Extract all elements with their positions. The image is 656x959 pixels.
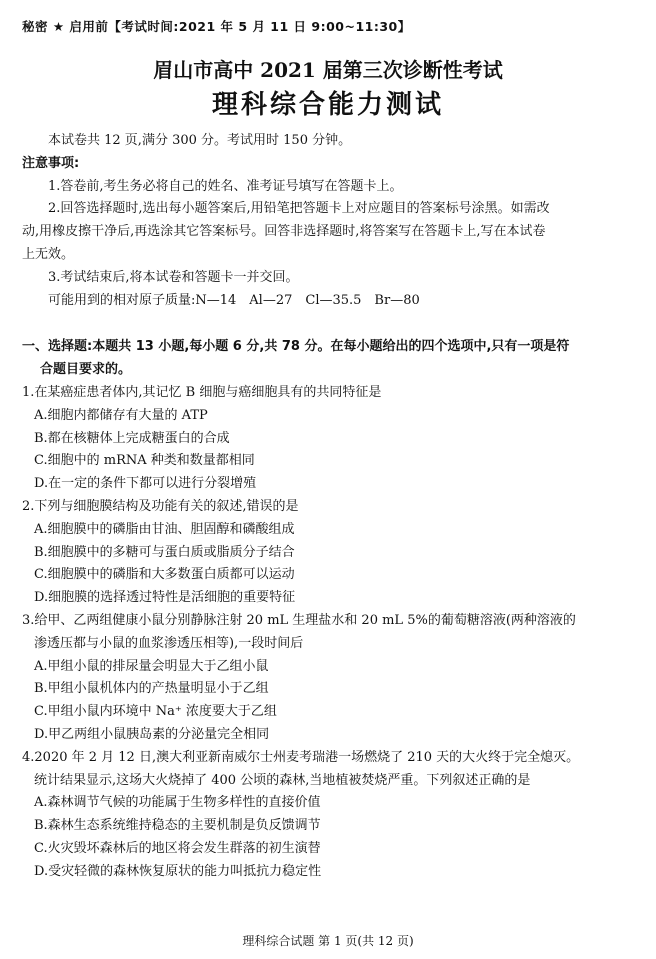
question-1-option-d: D.在一定的条件下都可以进行分裂增殖: [34, 476, 257, 492]
question-4-option-d: D.受灾轻微的森林恢复原状的能力叫抵抗力稳定性: [34, 863, 322, 879]
section-heading: [22, 336, 634, 382]
section-heading-line-2: 合题目要求的。: [40, 362, 132, 378]
question-3-option-d: D.甲乙两组小鼠胰岛素的分泌量完全相同: [34, 726, 270, 742]
question-1-stem: 1.在某癌症患者体内,其记忆 B 细胞与癌细胞具有的共同特征是: [22, 384, 382, 400]
confidential-header: 秘密 ★ 启用前【考试时间:2021 年 5 月 11 日 9:00~11:30】: [22, 19, 411, 34]
question-2-stem: 2.下列与细胞膜结构及功能有关的叙述,错误的是: [22, 498, 299, 514]
question-2-option-a: A.细胞膜中的磷脂由甘油、胆固醇和磷酸组成: [34, 521, 295, 537]
question-3-stem-line-2: 渗透压都与小鼠的血浆渗透压相等),一段时间后: [34, 635, 304, 651]
question-4-option-a: A.森林调节气候的功能属于生物多样性的直接价值: [34, 795, 321, 811]
question-1-option-a: A.细胞内都储存有大量的 ATP: [34, 407, 208, 423]
question-3-option-b: B.甲组小鼠机体内的产热量明显小于乙组: [34, 681, 269, 697]
question-2: [22, 496, 634, 610]
section-heading-line-1: 一、选择题:本题共 13 小题,每小题 6 分,共 78 分。在每小题给出的四个选项中,只有一项是符: [22, 339, 570, 355]
question-4: [22, 747, 634, 884]
question-3-option-a: A.甲组小鼠的排尿量会明显大于乙组小鼠: [34, 658, 269, 674]
question-2-option-b: B.细胞膜中的多糖可与蛋白质或脂质分子结合: [34, 544, 295, 560]
note-item-2-line-2: 动,用橡皮擦干净后,再选涂其它答案标号。回答非选择题时,将答案写在答题卡上,写在本试卷: [22, 224, 546, 240]
note-item-2-line-1: 2.回答选择题时,选出每小题答案后,用铅笔把答题卡上对应题目的答案标号涂黑。如需改: [48, 201, 550, 217]
atomic-mass-line: 可能用到的相对原子质量:N—14 Al—27 Cl—35.5 Br—80: [48, 292, 420, 308]
question-4-option-b: B.森林生态系统维持稳态的主要机制是负反馈调节: [34, 818, 321, 834]
note-item-2-line-3: 上无效。: [22, 246, 75, 262]
notes-title: 注意事项:: [22, 155, 80, 171]
question-3: [22, 610, 634, 747]
question-3-option-c: C.甲组小鼠内环境中 Na⁺ 浓度要大于乙组: [34, 704, 277, 720]
intro-text: 本试卷共 12 页,满分 300 分。考试用时 150 分钟。: [48, 133, 352, 148]
exam-main-title: 眉山市高中 2021 届第三次诊断性考试: [153, 58, 503, 82]
question-1-option-b: B.都在核糖体上完成糖蛋白的合成: [34, 430, 230, 446]
question-2-option-c: C.细胞膜中的磷脂和大多数蛋白质都可以运动: [34, 567, 295, 583]
question-4-stem-line-2: 统计结果显示,这场大火烧掉了 400 公顷的森林,当地植被焚烧严重。下列叙述正确的是: [34, 772, 531, 788]
exam-subject-title: 理科综合能力测试: [211, 90, 444, 120]
question-1: [22, 382, 634, 496]
question-2-option-d: D.细胞膜的选择透过特性是活细胞的重要特征: [34, 590, 296, 606]
question-1-option-c: C.细胞中的 mRNA 种类和数量都相同: [34, 453, 255, 469]
page-footer: 理科综合试题 第 1 页(共 12 页): [242, 934, 414, 948]
note-item-1: 1.答卷前,考生务必将自己的姓名、准考证号填写在答题卡上。: [48, 178, 403, 194]
question-4-option-c: C.火灾毁坏森林后的地区将会发生群落的初生演替: [34, 840, 321, 856]
question-4-stem-line-1: 4.2020 年 2 月 12 日,澳大利亚新南威尔士州麦考瑞港一场燃烧了 210 天的大火终于完全熄灭。: [22, 749, 580, 765]
note-item-3: 3.考试结束后,将本试卷和答题卡一并交回。: [48, 269, 299, 285]
question-3-stem-line-1: 3.给甲、乙两组健康小鼠分别静脉注射 20 mL 生理盐水和 20 mL 5%的葡萄糖溶液(两种溶液的: [22, 612, 576, 628]
